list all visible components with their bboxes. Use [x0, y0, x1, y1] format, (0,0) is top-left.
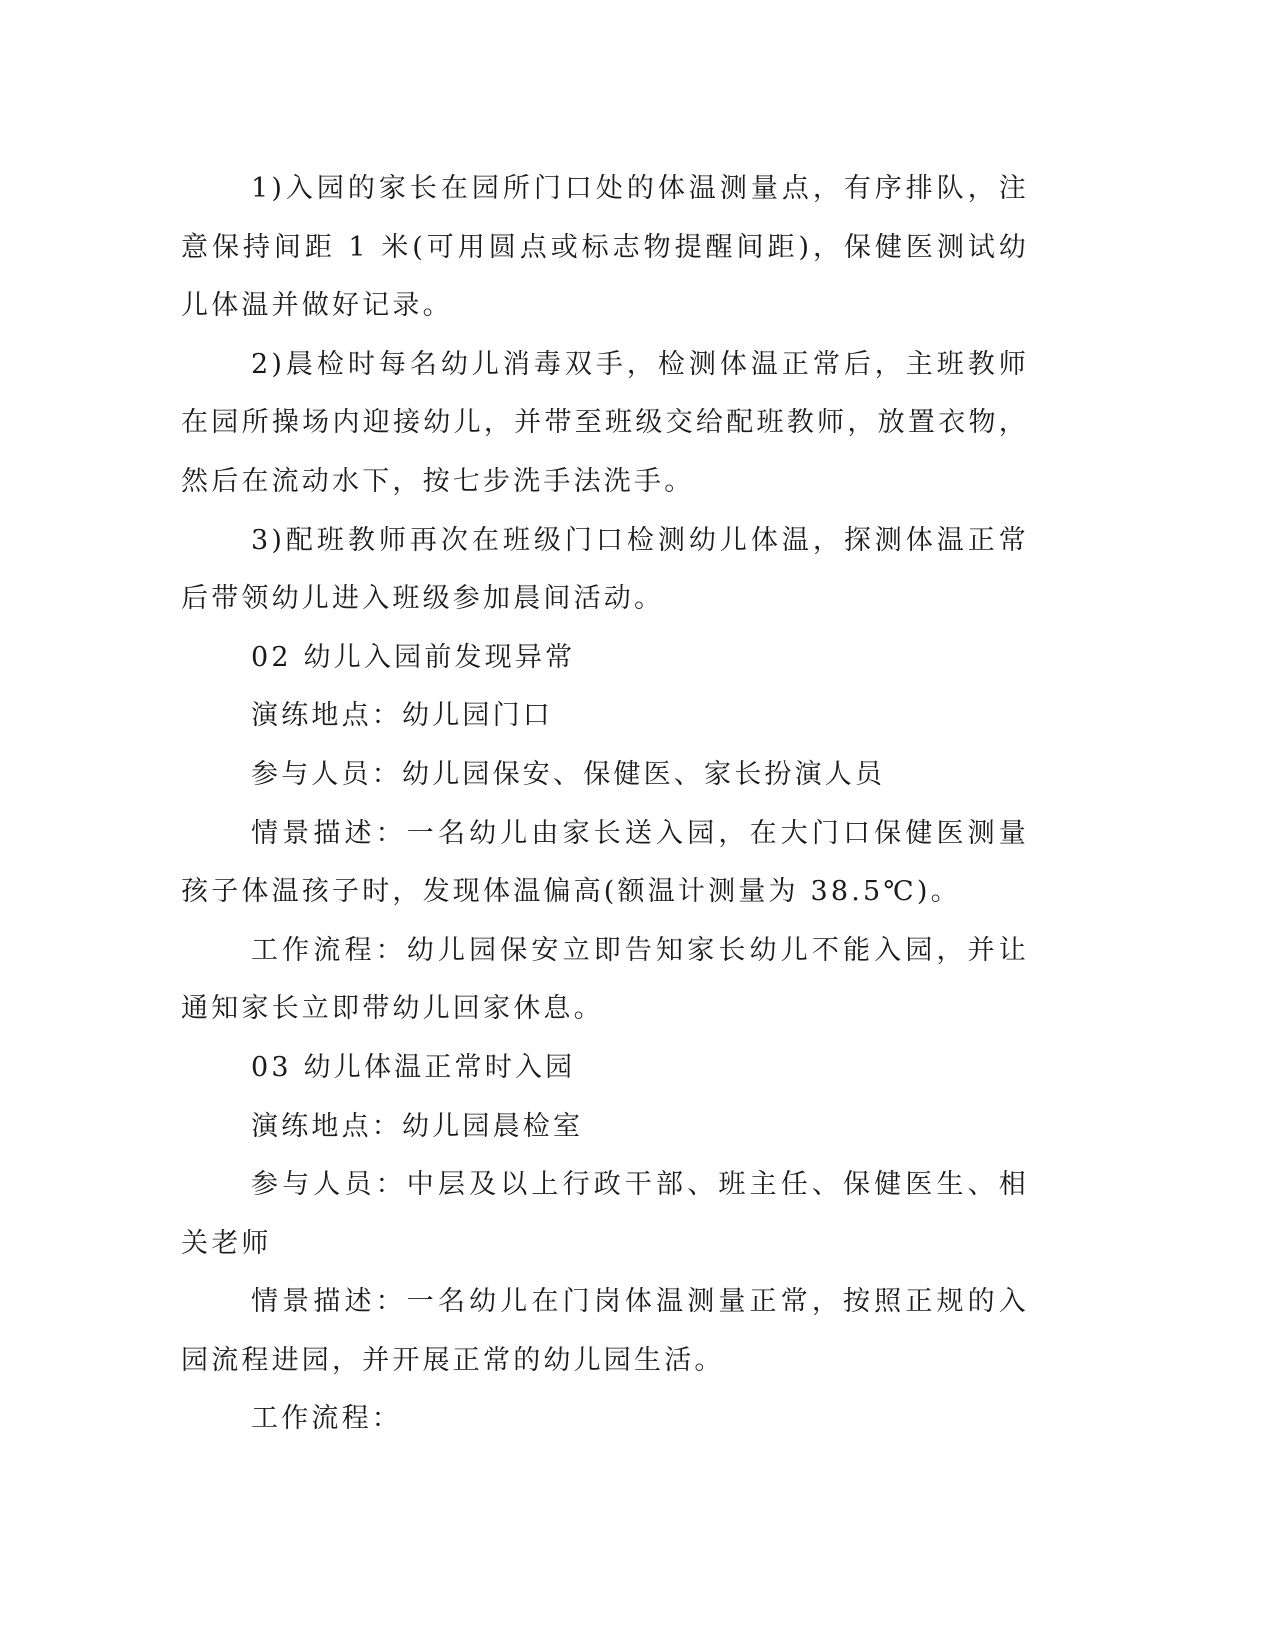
document-body: [181, 160, 1029, 1449]
section-heading-03: 03 幼儿体温正常时入园: [251, 1051, 576, 1083]
participants-02: 参与人员：幼儿园保安、保健医、家长扮演人员: [251, 758, 886, 790]
participants-03: 参与人员：中层及以上行政干部、班主任、保健医生、相关老师: [181, 1169, 1029, 1259]
workflow-02: 工作流程：幼儿园保安立即告知家长幼儿不能入园，并让通知家长立即带幼儿回家休息。: [181, 934, 1029, 1025]
section-heading-02: 02 幼儿入园前发现异常: [251, 641, 576, 673]
paragraph-step-2: 2)晨检时每名幼儿消毒双手，检测体温正常后，主班教师在园所操场内迎接幼儿，并带至班级交给配班教师，放置衣物，然后在流动水下，按七步洗手法洗手。: [181, 348, 1029, 497]
scenario-02: 情景描述：一名幼儿由家长送入园，在大门口保健医测量孩子体温孩子时，发现体温偏高(额温计测量为 38.5℃)。: [181, 817, 1029, 908]
scenario-03: 情景描述：一名幼儿在门岗体温测量正常，按照正规的入园流程进园，并开展正常的幼儿园生活。: [181, 1286, 1029, 1376]
paragraph-step-1: 1)入园的家长在园所门口处的体温测量点，有序排队，注意保持间距 1 米(可用圆点或标志物提醒间距)，保健医测试幼儿体温并做好记录。: [181, 173, 1029, 322]
paragraph-step-3: 3)配班教师再次在班级门口检测幼儿体温，探测体温正常后带领幼儿进入班级参加晨间活动。: [181, 524, 1029, 615]
drill-location-02: 演练地点：幼儿园门口: [251, 700, 553, 732]
workflow-03: 工作流程：: [251, 1403, 402, 1435]
drill-location-03: 演练地点：幼儿园晨检室: [251, 1110, 584, 1142]
